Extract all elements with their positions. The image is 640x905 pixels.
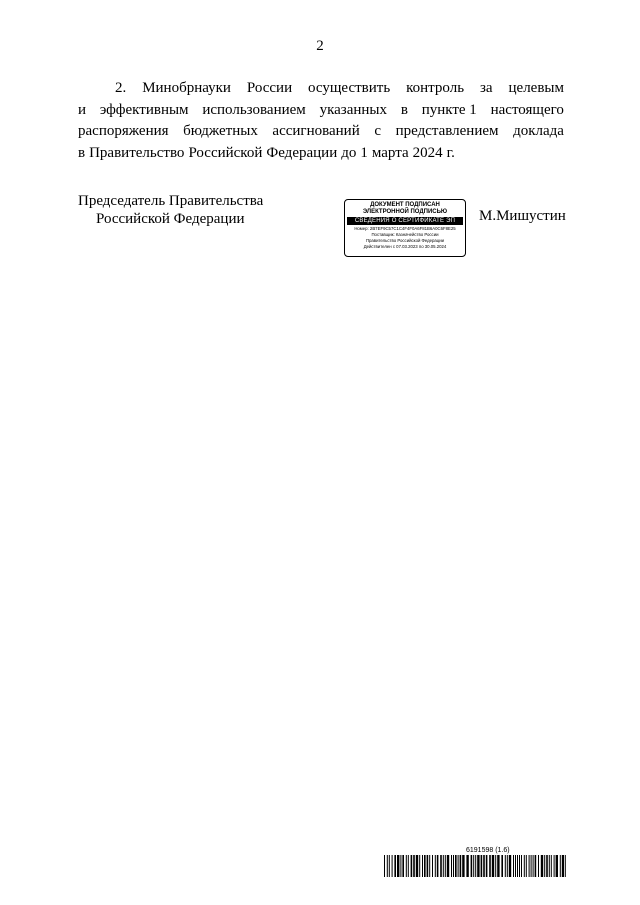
stamp-validity: Действителен с 07.03.2023 по 30.05.2024 — [363, 244, 447, 249]
word: Федерации — [266, 144, 338, 161]
stamp-title-line-1: ДОКУМЕНТ ПОДПИСАН — [370, 202, 440, 208]
word: с — [374, 123, 381, 139]
barcode-icon — [384, 855, 566, 877]
word: в — [400, 101, 408, 118]
signer-name: М.Мишустин — [479, 208, 566, 224]
word: использованием — [202, 101, 306, 118]
document-code: 6191598 (1.6) — [466, 847, 510, 854]
word: целевым — [508, 80, 564, 96]
word: до — [341, 144, 357, 161]
word: за — [479, 80, 493, 96]
paragraph-line — [78, 100, 564, 122]
word: настоящего — [490, 101, 564, 118]
position-line-2: Российской Федерации — [96, 211, 245, 227]
word: эффективным — [99, 101, 189, 118]
body-paragraph — [78, 78, 564, 164]
stamp-title-line-2: ЭЛЕКТРОННОЙ ПОДПИСЬЮ — [362, 209, 448, 215]
word: указанных — [319, 101, 388, 118]
stamp-owner: Правительство Российской Федерации — [365, 238, 445, 243]
word: Правительство — [89, 144, 185, 161]
word: контроль — [406, 80, 465, 96]
paragraph-line — [78, 121, 564, 143]
word: 1 — [360, 144, 368, 161]
word: представлением — [395, 123, 499, 139]
stamp-serial: Номер: 2B7EF9C57C1C4F4F0A6F81B6A0C6F8E25 — [354, 226, 456, 231]
word: доклада — [513, 123, 564, 139]
position-line-1: Председатель Правительства — [78, 193, 264, 209]
stamp-issuer: Поставщик: Казначейство России — [371, 232, 439, 237]
paragraph-line — [78, 143, 564, 165]
word: марта — [371, 144, 409, 161]
word: Минобрнауки — [142, 80, 231, 96]
page-number: 2 — [316, 38, 324, 54]
word: в — [78, 144, 86, 161]
word: 2. — [115, 80, 127, 96]
e-signature-stamp — [344, 199, 466, 257]
word: России — [246, 80, 293, 96]
word: ассигнований — [272, 123, 360, 139]
word: осуществить — [308, 80, 391, 96]
word: и — [78, 101, 87, 118]
word: бюджетных — [183, 123, 258, 139]
stamp-banner: СВЕДЕНИЯ О СЕРТИФИКАТЕ ЭП — [347, 217, 463, 225]
signer-position — [78, 192, 263, 228]
word: г. — [446, 144, 455, 161]
word: 2024 — [412, 144, 443, 161]
word: Российской — [188, 144, 263, 161]
paragraph-line — [78, 78, 564, 100]
word: распоряжения — [78, 123, 169, 139]
word: пункте 1 — [421, 101, 477, 118]
